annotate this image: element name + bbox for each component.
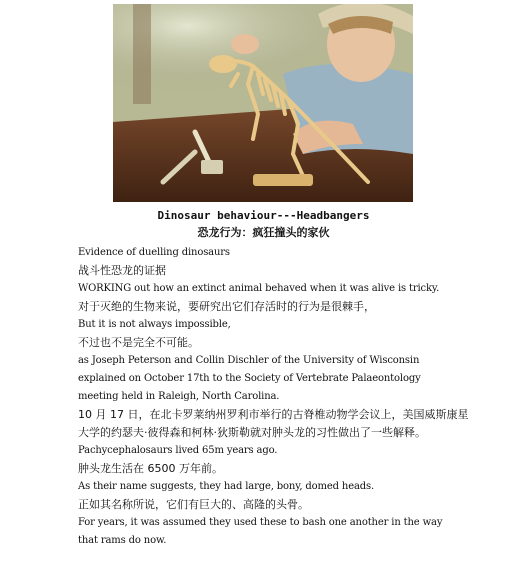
- paragraph-line-chinese: 大学的约瑟夫·彼得森和柯林·狄斯勒就对肿头龙的习性做出了一些解释。: [78, 426, 426, 439]
- paragraph-line-english: Pachycephalosaurs lived 65m years ago.: [78, 445, 278, 456]
- article-body: [78, 244, 469, 550]
- paragraph-line-chinese: 10 月 17 日，在北卡罗莱纳州罗利市举行的古脊椎动物学会议上，美国威斯康星: [78, 408, 469, 421]
- paragraph-line-english: Evidence of duelling dinosaurs: [78, 247, 230, 258]
- paragraph-line-english: explained on October 17th to the Society of Vertebrate Palaeontology: [78, 373, 421, 384]
- paragraph-line-chinese: 不过也不是完全不可能。: [78, 336, 199, 349]
- paragraph-line-english: meeting held in Raleigh, North Carolina.: [78, 391, 280, 402]
- paragraph-line-english: But it is not always impossible,: [78, 319, 231, 330]
- paragraph-line-english: As their name suggests, they had large, bony, domed heads.: [78, 481, 375, 492]
- paragraph-line-chinese: 战斗性恐龙的证据: [78, 264, 166, 277]
- paragraph-line-chinese: 对于灭绝的生物来说，要研究出它们存活时的行为是很棘手，: [78, 300, 375, 313]
- photo-illustration: [113, 4, 413, 202]
- paragraph-line-english: For years, it was assumed they used these to bash one another in the way: [78, 517, 443, 528]
- article-photo-child-with-dinosaur-skeleton: [113, 4, 413, 202]
- paragraph-line-chinese: 肿头龙生活在 6500 万年前。: [78, 462, 223, 475]
- paragraph-line-chinese: 正如其名称所说，它们有巨大的、高隆的头骨。: [78, 498, 309, 511]
- article-title-chinese: 恐龙行为：疯狂撞头的家伙: [197, 226, 330, 239]
- paragraph-line-english: as Joseph Peterson and Collin Dischler of the University of Wisconsin: [78, 355, 420, 366]
- paragraph-line-english: that rams do now.: [78, 535, 167, 546]
- article-title-english: Dinosaur behaviour---Headbangers: [157, 209, 370, 222]
- paragraph-line-english: WORKING out how an extinct animal behaved when it was alive is tricky.: [78, 283, 440, 294]
